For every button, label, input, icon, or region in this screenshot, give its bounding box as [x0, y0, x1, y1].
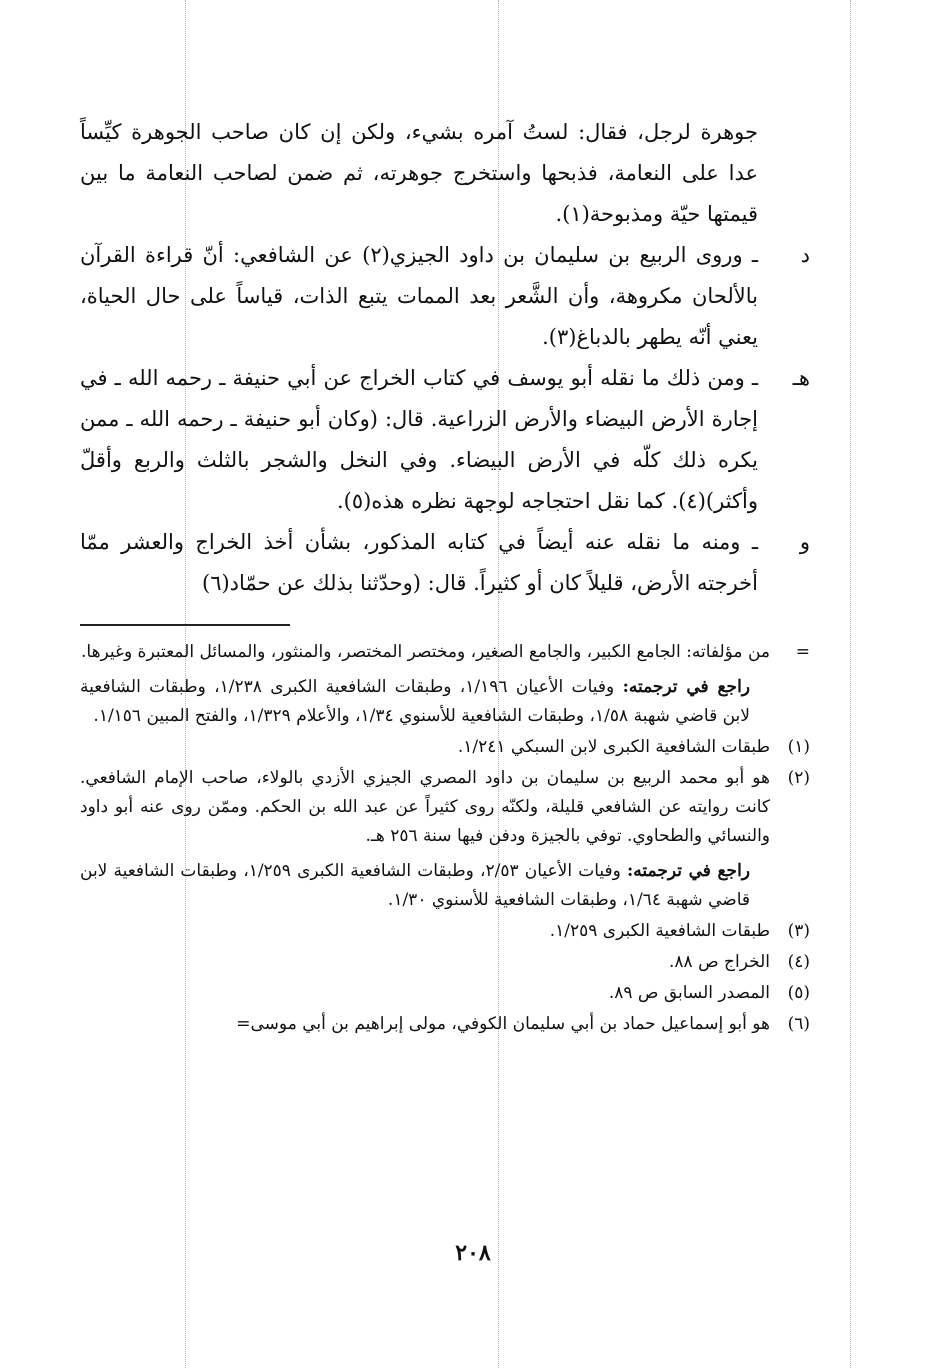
continuation-marker: = — [795, 642, 810, 662]
page-number: ٢٠٨ — [455, 1240, 491, 1266]
footnote-separator — [80, 624, 290, 626]
footnote-3-marker: (٣) — [787, 921, 810, 941]
footnote-4 — [80, 948, 810, 977]
paragraph-w-marker: و — [799, 530, 810, 554]
reference-2-label: راجع في ترجمته: — [626, 861, 750, 881]
footnote-5 — [80, 979, 810, 1008]
paragraph-w-text: ـ ومنه ما نقله عنه أيضاً في كتابه المذكور، بشأن أخذ الخراج والعشر ممّا أخرجته الأرض، قليلاً كان أو كثيراً. قال: (وحدّثنا بذلك عن حمّاد(٦) — [80, 530, 758, 595]
reference-2-text: وفيات الأعيان ٢/٥٣، وطبقات الشافعية الكبرى ١/٢٥٩، وطبقات الشافعية لابن قاضي شهبة ١/٦٤، وطبقات الشافعية للأسنوي ١/٣٠. — [80, 861, 750, 910]
paragraph-intro — [80, 112, 810, 235]
paragraph-h-text: ـ ومن ذلك ما نقله أبو يوسف في كتاب الخراج عن أبي حنيفة ـ رحمه الله ـ في إجارة الأرض البيضاء والأرض الزراعية. قال: (وكان أبو حنيفة ـ رحمه الله ـ ممن يكره ذلك كلّه في الأرض البيضاء. وفي النخل والشجر بالثلث والربع وأقلّ وأكثر)(٤). كما نقل احتجاجه لوجهة نظره هذه(٥). — [80, 366, 758, 513]
footnote-1-text: طبقات الشافعية الكبرى لابن السبكي ١/٢٤١. — [457, 737, 770, 757]
footnote-1 — [80, 733, 810, 762]
footnote-6-marker: (٦) — [787, 1014, 810, 1034]
footnote-4-marker: (٤) — [787, 952, 810, 972]
footnote-1-marker: (١) — [787, 737, 810, 757]
footnote-4-text: الخراج ص ٨٨. — [669, 952, 770, 972]
reference-1-text: وفيات الأعيان ١/١٩٦، وطبقات الشافعية الكبرى ١/٢٣٨، وطبقات الشافعية لابن قاضي شهبة ١/٥٨، وطبقات الشافعية للأسنوي ١/٣٤، والأعلام ١/٣٢٩، والفتح المبين ١/١٥٦. — [80, 677, 750, 726]
paragraph-h — [80, 358, 810, 522]
footnote-2-marker: (٢) — [787, 768, 810, 788]
footnote-2-text: هو أبو محمد الربيع بن سليمان بن داود المصري الجيزي الأزدي بالولاء، صاحب الإمام الشافعي. كانت روايته عن الشافعي قليلة، ولكنّه روى كثيراً عن عبد الله بن الحكم. وممّن روى عنه أبو داود والنسائي والطحاوي. توفي بالجيزة ودفن فيها سنة ٢٥٦ هـ. — [80, 768, 770, 846]
reference-1-label: راجع في ترجمته: — [622, 677, 751, 697]
paragraph-h-marker: هـ — [792, 366, 810, 390]
footnote-reference-2 — [80, 857, 810, 915]
footnote-2 — [80, 764, 810, 851]
footnotes — [80, 638, 810, 1039]
footnote-6 — [80, 1010, 810, 1039]
footnote-5-text: المصدر السابق ص ٨٩. — [608, 983, 770, 1003]
paragraph-w — [80, 522, 810, 604]
book-page — [80, 112, 810, 1041]
paragraph-d-text: ـ وروى الربيع بن سليمان بن داود الجيزي(٢) عن الشافعي: أنّ قراءة القرآن بالألحان مكروهة، وأن الشَّعر بعد الممات يتبع الذات، قياساً على حال الحياة، يعني أنّه يطهر بالدباغ(٣). — [80, 243, 758, 349]
paragraph-intro-text: جوهرة لرجل، فقال: لستُ آمره بشيء، ولكن إن كان صاحب الجوهرة كيِّساً عدا على النعامة، فذبحها واستخرج جوهرته، ثم ضمن لصاحب النعامة ما بين قيمتها حيّة ومذبوحة(١). — [80, 120, 758, 226]
footnote-3 — [80, 917, 810, 946]
footnote-reference-1 — [80, 673, 810, 731]
continuation-text: من مؤلفاته: الجامع الكبير، والجامع الصغير، ومختصر المختصر، والمنثور، والمسائل المعتبرة وغيرها. — [81, 642, 770, 662]
paragraph-d-marker: د — [800, 243, 810, 267]
page-fold-line-right — [850, 0, 851, 1368]
footnote-continuation — [80, 638, 810, 667]
footnote-6-text: هو أبو إسماعيل حماد بن أبي سليمان الكوفي، مولى إبراهيم بن أبي موسى= — [236, 1014, 770, 1034]
main-text — [80, 112, 810, 604]
paragraph-d — [80, 235, 810, 358]
footnote-3-text: طبقات الشافعية الكبرى ١/٢٥٩. — [549, 921, 770, 941]
footnote-5-marker: (٥) — [787, 983, 810, 1003]
